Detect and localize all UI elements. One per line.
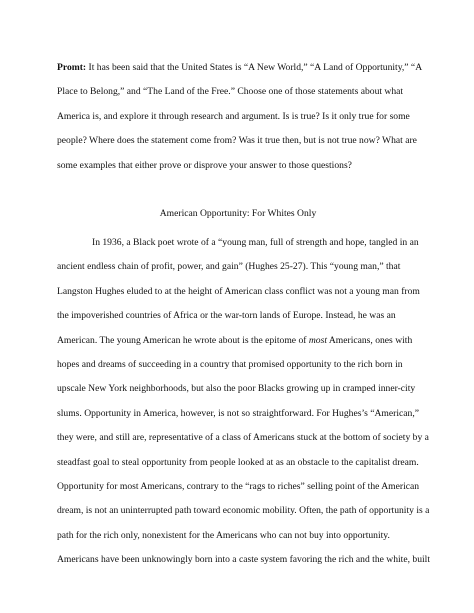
prompt-line: Place to Belong,” and “The Land of the Free.” Choose one of those statements about what	[57, 86, 404, 98]
essay-line: In 1936, a Black poet wrote of a “young man, full of strength and hope, tangled in an	[92, 237, 419, 248]
prompt-line: Promt: It has been said that the United States is “A New World,” “A Land of Opportunity,” “A	[57, 62, 423, 73]
essay-line: American. The young American he wrote about is the epitome of most Americans, ones with	[57, 334, 413, 346]
prompt-line: America is, and explore it through research and argument. Is is true? Is it only true for some	[57, 110, 410, 122]
essay-line: Langston Hughes eluded to at the height of American class conflict was not a young man from	[57, 285, 420, 297]
essay-line: Opportunity for most Americans, contrary to the “rags to riches” selling point of the American	[57, 480, 420, 492]
prompt-line: some examples that either prove or disprove your answer to those questions?	[57, 159, 352, 171]
essay-line: hopes and dreams of succeeding in a country that promised opportunity to the rich born in	[57, 358, 403, 370]
essay-line: slums. Opportunity in America, however, is not so straightforward. For Hughes’s “American,”	[57, 407, 419, 419]
essay-line: they were, and still are, representative of a class of Americans stuck at the bottom of society by a	[57, 432, 429, 444]
essay-body	[57, 231, 430, 572]
essay-line: path for the rich only, nonexistent for the Americans who can not buy into opportunity.	[57, 529, 390, 541]
prompt-line: people? Where does the statement come from? Was it true then, but is not true now? What are	[57, 135, 417, 147]
essay-line: dream, is not an uninterrupted path toward economic mobility. Often, the path of opportunity is a	[57, 505, 430, 517]
prompt-label: Promt:	[57, 62, 87, 73]
essay-line: upscale New York neighborhoods, but also the poor Blacks growing up in cramped inner-city	[57, 383, 416, 395]
prompt-paragraph	[57, 56, 423, 178]
essay-title: American Opportunity: For Whites Only	[159, 208, 317, 219]
essay-line: Americans have been unknowingly born into a caste system favoring the rich and the white, built	[57, 554, 430, 566]
essay-line: the impoverished countries of Africa or the war-torn lands of Europe. Instead, he was an	[57, 310, 396, 322]
essay-line: steadfast goal to steal opportunity from people looked at as an obstacle to the capitalist dream.	[57, 456, 419, 468]
italic-emphasis: most	[308, 334, 327, 346]
essay-line: ancient endless chain of profit, power, and gain” (Hughes 25-27). This “young man,” that	[57, 261, 401, 273]
